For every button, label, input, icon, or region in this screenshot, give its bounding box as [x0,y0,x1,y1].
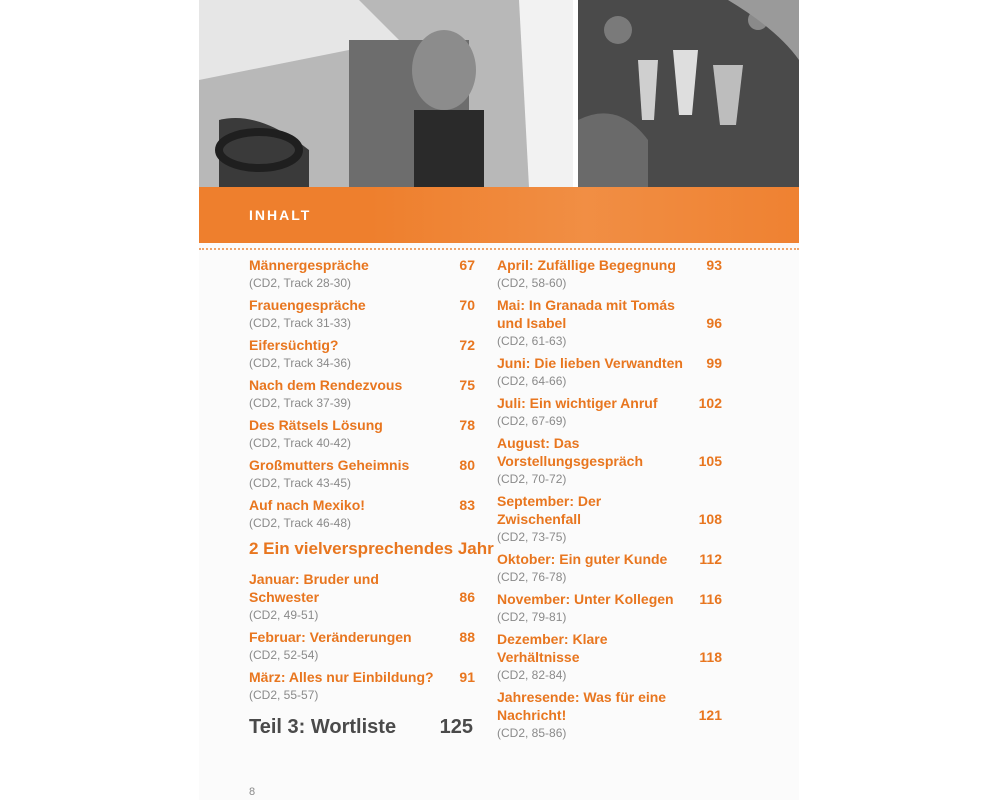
toc-entry-title: November: Unter Kollegen [497,591,674,607]
toc-entry-audio: (CD2, Track 43-45) [249,476,352,490]
toc-entry-page: 83 [459,497,475,513]
toc-entry-title: Dezember: Klare Verhältnisse [497,631,608,665]
toc-entry[interactable] [497,394,722,430]
toc-entry-page: 116 [699,591,722,607]
toc-entry[interactable] [497,630,722,684]
toc-entry-page: 70 [459,297,475,313]
toc-entry-page: 67 [459,257,475,273]
toc-entry-page: 118 [699,649,722,665]
toc-entry-title: Januar: Bruder und Schwester [249,571,379,605]
toc-entry[interactable] [249,456,475,492]
toc-entry[interactable] [497,590,722,626]
car-driver-illustration [199,0,573,187]
toc-entry-page: 93 [706,257,722,273]
toc-entry-title: März: Alles nur Einbildung? [249,669,434,685]
page-number: 8 [249,786,256,798]
toc-entry-audio: (CD2, Track 28-30) [249,276,352,290]
toc-entry-page: 91 [459,669,475,685]
section-heading: 2 Ein vielversprechendes Jahr [249,539,494,558]
photo-toast-glasses [578,0,799,187]
toc-entry-audio: (CD2, 82-84) [497,668,567,682]
toc-entry[interactable] [497,434,722,488]
toc-entry[interactable] [497,492,722,546]
toc-entry-title: Nach dem Rendezvous [249,377,403,393]
toc-entry-title: Männergespräche [249,257,369,273]
toc-entry[interactable] [249,296,475,332]
book-page [199,0,799,800]
toc-entry[interactable] [249,376,475,412]
toc-entry-audio: (CD2, 52-54) [249,648,319,662]
toc-entry-audio: (CD2, 76-78) [497,570,567,584]
toc-entry[interactable] [497,296,722,350]
contents-title: INHALT [249,207,312,223]
toc-entry[interactable] [497,256,722,292]
toc-entry-page: 72 [459,337,475,353]
toc-entry-title: September: Der Zwischenfall [497,493,602,527]
toc-entry[interactable] [249,496,475,532]
toast-illustration [578,0,799,187]
toc-entry-audio: (CD2, Track 46-48) [249,516,352,530]
toc-entry-audio: (CD2, 49-51) [249,608,319,622]
toc-entry-audio: (CD2, 67-69) [497,414,567,428]
toc-entry-title: Juli: Ein wichtiger Anruf [497,395,658,411]
toc-entry-page: 96 [706,315,722,331]
toc-entry-audio: (CD2, Track 31-33) [249,316,352,330]
toc-entry-audio: (CD2, 58-60) [497,276,567,290]
toc-entry-audio: (CD2, 85-86) [497,726,567,740]
toc-entry-title: Eifersüchtig? [249,337,339,353]
toc-entry-audio: (CD2, 79-81) [497,610,567,624]
toc-left-column [249,256,494,708]
toc-entry-audio: (CD2, Track 37-39) [249,396,352,410]
part-3-title: Teil 3: Wortliste [249,716,397,738]
toc-entry[interactable] [249,336,475,372]
toc-entry-page: 75 [459,377,475,393]
toc-entry-audio: (CD2, 64-66) [497,374,567,388]
toc-entry[interactable] [249,628,475,664]
toc-entry-title: Frauengespräche [249,297,366,313]
toc-right-column [497,256,722,746]
toc-entry-audio: (CD2, 55-57) [249,688,319,702]
toc-entry-title: Mai: In Granada mit Tomás und Isabel [497,297,675,331]
toc-entry-page: 86 [459,589,475,605]
toc-entry[interactable] [497,688,722,742]
banner-photo-overlay [371,187,799,243]
photo-man-in-car [199,0,573,187]
toc-entry-page: 105 [698,453,722,469]
toc-entry[interactable] [497,354,722,390]
toc-entry-page: 102 [698,395,722,411]
toc-entry-title: Des Rätsels Lösung [249,417,383,433]
toc-entry[interactable] [249,570,475,624]
toc-entry-audio: (CD2, 61-63) [497,334,567,348]
toc-entry-page: 80 [459,457,475,473]
toc-entry-title: Auf nach Mexiko! [249,497,365,513]
toc-entry-title: April: Zufällige Begegnung [497,257,676,273]
toc-entry-title: Februar: Veränderungen [249,629,412,645]
toc-entry-audio: (CD2, Track 40-42) [249,436,352,450]
toc-entry-page: 112 [699,551,722,567]
toc-entry[interactable] [249,416,475,452]
toc-entry-title: Jahresende: Was für eine Nachricht! [497,689,667,723]
toc-entry-audio: (CD2, Track 34-36) [249,356,352,370]
part-3-page: 125 [439,716,473,738]
toc-entry[interactable] [497,550,722,586]
toc-entry[interactable] [249,256,475,292]
toc-entry-title: Großmutters Geheimnis [249,457,410,473]
toc-entry-page: 108 [698,511,722,527]
toc-entry-title: August: Das Vorstellungsgespräch [497,435,644,469]
toc-entry-page: 99 [706,355,722,371]
toc-entry-page: 88 [459,629,475,645]
toc-entry-audio: (CD2, 73-75) [497,530,567,544]
dotted-divider [199,248,799,250]
part-3-entry[interactable] [249,714,475,740]
toc-entry-page: 78 [459,417,475,433]
toc-entry-title: Juni: Die lieben Verwandten [497,355,683,371]
toc-entry-audio: (CD2, 70-72) [497,472,567,486]
toc-entry-title: Oktober: Ein guter Kunde [497,551,668,567]
toc-entry-page: 121 [698,707,722,723]
toc-entry[interactable] [249,668,475,704]
